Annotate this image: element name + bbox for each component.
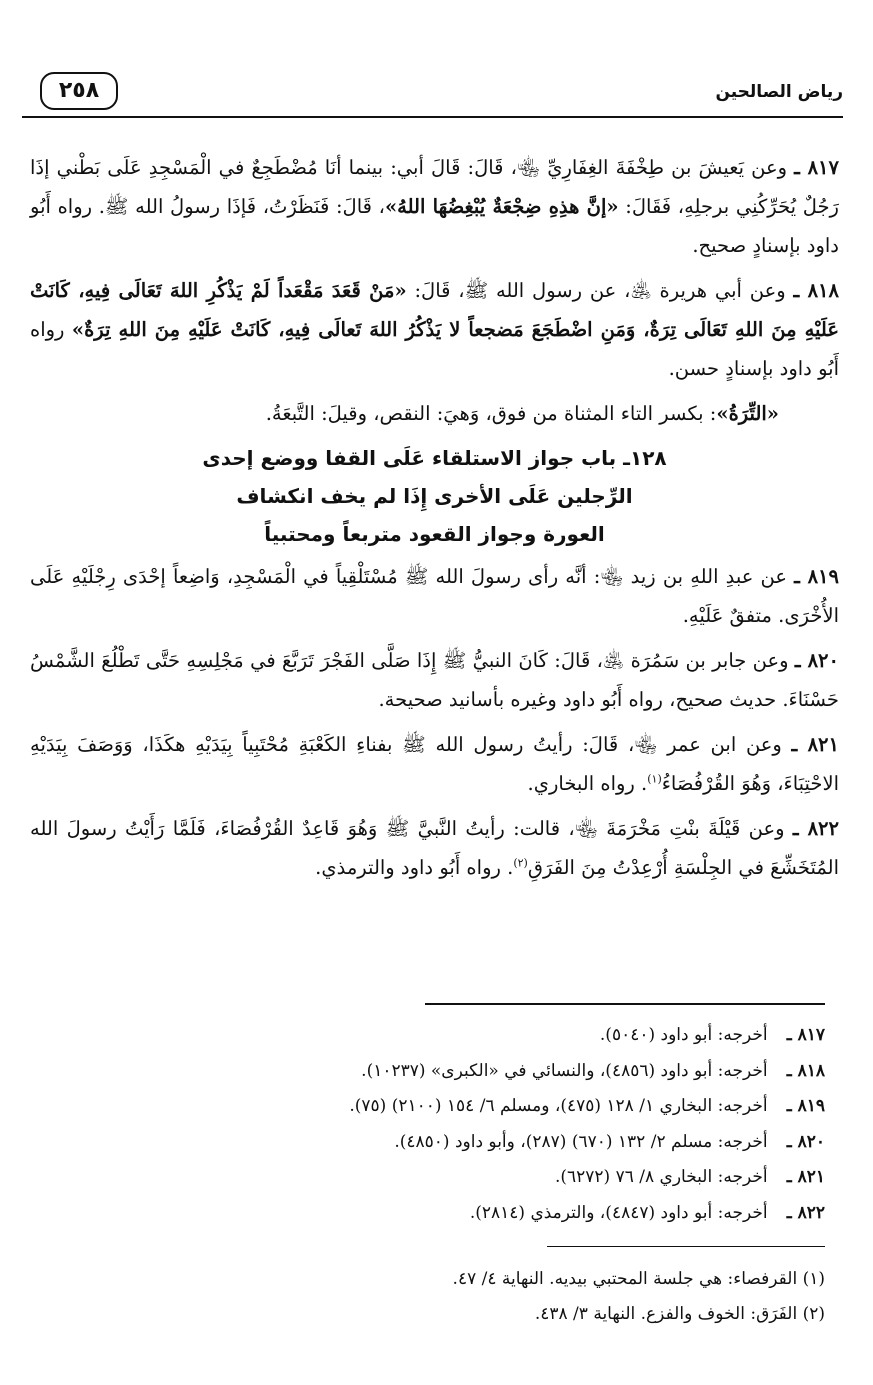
chapter-heading-line: الرِّجلين عَلَى الأخرى إِذَا لم يخف انكشاف bbox=[236, 484, 633, 508]
hadith-text: وعن أبي هريرة ﵁، عن رسول الله ﷺ، قَالَ: bbox=[406, 279, 794, 302]
takhrij-text: أخرجه: أبو داود (٤٨٤٧)، والترمذي (٢٨١٤). bbox=[469, 1202, 768, 1223]
gloss-text: : بكسر التاء المثناة من فوق، وَهيَ: النقص، وقيلَ: التَّبعَةُ. bbox=[265, 402, 717, 425]
takhrij-row bbox=[40, 1125, 825, 1161]
gloss-term: «التِّرَةُ» bbox=[716, 402, 779, 425]
hadith-text: وعن ابن عمر ﵄، قَالَ: رأيتُ رسول الله ﷺ بفناءِ الكَعْبَةِ مُحْتَبِياً بِيَدَيْهِ هكَذَا، وَوَصَفَ بِيَدَيْهِ الاحْتِبَاءَ، وَهُوَ القُرْفُصَاءُ bbox=[30, 733, 839, 795]
takhrij-text: أخرجه: أبو داود (٤٨٥٦)، والنسائي في «الكبرى» (١٠٢٣٧). bbox=[361, 1060, 768, 1081]
takhrij-text: أخرجه: البخاري ٨/ ٧٦ (٦٢٧٢). bbox=[554, 1167, 768, 1187]
hadith-text: . رواه البخاري. bbox=[527, 772, 648, 795]
footnote-ref: (٢) bbox=[513, 856, 528, 870]
hadith-number: ٨٢٠ ـ bbox=[794, 649, 839, 672]
hadith-number: ٨٢١ ـ bbox=[791, 733, 839, 756]
takhrij-footnotes bbox=[40, 1018, 825, 1231]
chapter-heading-line: العورة وجواز القعود متربعاً ومحتبياً bbox=[264, 522, 605, 546]
word-gloss bbox=[30, 394, 839, 433]
takhrij-row bbox=[40, 1089, 825, 1125]
takhrij-number: ٨١٩ ـ bbox=[786, 1096, 825, 1116]
hadith-820 bbox=[30, 641, 839, 719]
footnote-ref: (١) bbox=[647, 772, 662, 786]
takhrij-text: أخرجه: أبو داود (٥٠٤٠). bbox=[599, 1025, 768, 1045]
hadith-817 bbox=[30, 148, 839, 265]
hadith-number: ٨٢٢ ـ bbox=[792, 817, 839, 840]
takhrij-row bbox=[40, 1054, 825, 1090]
hadith-819 bbox=[30, 557, 839, 635]
takhrij-row bbox=[40, 1160, 825, 1196]
hadith-text: عن عبدِ اللهِ بن زيد ﵄: أنَّه رأى رسولَ الله ﷺ مُسْتَلْقِياً في الْمَسْجِدِ، وَاضِعاً إحْدَى رِجْلَيْهِ عَلَى الأُخْرَى. متفقٌ عَلَيْهِ. bbox=[30, 565, 839, 627]
hadith-text: . رواه أَبُو داود والترمذي. bbox=[315, 856, 514, 879]
hadith-number: ٨١٩ ـ bbox=[794, 565, 839, 588]
page-number: ٢٥٨ bbox=[40, 72, 118, 110]
takhrij-number: ٨٢١ ـ bbox=[786, 1167, 825, 1187]
hadith-text: وعن جابر بن سَمُرَة ﵁، قَالَ: كَانَ النبيُّ ﷺ إِذَا صَلَّى الفَجْرَ تَرَبَّعَ في مَجْلِسِهِ حَتَّى تَطْلُعَ الشَّمْسُ حَسْنَاءَ. حديث صحيح، رواه أَبُو داود وغيره بأسانيد صحيحة. bbox=[30, 649, 839, 711]
hadith-text: وعن قَيْلَةَ بنْتِ مَخْرَمَةَ ﵄، قالت: رأيتُ النَّبيَّ ﷺ وَهُوَ قَاعِدٌ القُرْفُصَاءَ، فَلَمَّا رَأَيْتُ رسولَ الله المُتَخَشِّعَ في الجِلْسَةِ أُرْعِدْتُ مِنَ الفَرَقِ bbox=[30, 817, 839, 879]
hadith-822 bbox=[30, 809, 839, 887]
hadith-number: ٨١٧ ـ bbox=[794, 156, 839, 179]
prophetic-quote: «مَنْ قَعَدَ مَقْعَداً لَمْ يَذْكُرِ اللهَ تَعَالَى فِيهِ، كَانَتْ عَلَيْهِ مِنَ اللهِ تَعَالَى تِرَةٌ، وَمَنِ اضْطَجَعَ مَضجعاً لا يَذْكُرُ اللهَ تَعالَى فِيهِ، كَانَتْ عَلَيْهِ مِنَ اللهِ تِرَةٌ» bbox=[30, 279, 839, 341]
takhrij-number: ٨١٧ ـ bbox=[786, 1025, 825, 1045]
takhrij-number: ٨٢٠ ـ bbox=[786, 1131, 825, 1152]
footnote-separator bbox=[425, 1003, 825, 1005]
footnote-text: القرفصاء: هي جلسة المحتبي بيديه. النهاية ٤/ ٤٧. bbox=[452, 1269, 803, 1289]
takhrij-text: أخرجه: البخاري ١/ ١٢٨ (٤٧٥)، ومسلم ٦/ ١٥٤ (٢١٠٠) (٧٥). bbox=[349, 1096, 768, 1116]
header-rule bbox=[22, 116, 843, 118]
takhrij-text: أخرجه: مسلم ٢/ ١٣٢ (٦٧٠) (٢٨٧)، وأبو داود (٤٨٥٠). bbox=[394, 1131, 768, 1152]
hadith-text: وعن يَعيشَ بن طِخْفَةَ الغِفَارِيِّ ﵄، قَالَ: قَالَ أبي: بينما أنَا مُضْطَجِعٌ في الْمَسْجِدِ عَلَى بَطْني إذَا رَجُلٌ يُحَرِّكُنِي برجلِهِ، فَقَالَ: bbox=[30, 156, 839, 218]
explanatory-footnotes bbox=[40, 1262, 825, 1332]
prophetic-quote: «إنَّ هذِهِ ضِجْعَةٌ يُبْغِضُهَا اللهُ» bbox=[384, 195, 619, 218]
hadith-818 bbox=[30, 271, 839, 388]
footnote-row bbox=[40, 1297, 825, 1332]
running-title: رياض الصالحين bbox=[715, 82, 843, 102]
footnote-mark: (٢) bbox=[802, 1304, 825, 1324]
hadith-number: ٨١٨ ـ bbox=[793, 279, 839, 302]
chapter-heading bbox=[30, 439, 839, 553]
takhrij-number: ٨٢٢ ـ bbox=[786, 1202, 825, 1223]
chapter-heading-line: ١٢٨ـ باب جواز الاستلقاء عَلَى القفا ووضع إحدى bbox=[202, 446, 667, 470]
page-header bbox=[22, 68, 843, 120]
takhrij-row bbox=[40, 1018, 825, 1054]
takhrij-number: ٨١٨ ـ bbox=[786, 1060, 825, 1081]
footnote-mark: (١) bbox=[802, 1269, 825, 1289]
hadith-text: رواه أَبُو داود بإسنادٍ حسن. bbox=[30, 318, 839, 380]
main-text bbox=[30, 148, 839, 893]
footnote-text: الفَرَق: الخوف والفزع. النهاية ٣/ ٤٣٨. bbox=[534, 1304, 803, 1324]
hadith-821 bbox=[30, 725, 839, 803]
notes-separator bbox=[547, 1246, 825, 1247]
takhrij-row bbox=[40, 1196, 825, 1232]
hadith-text: ، قَالَ: فَنَظَرْتُ، فَإذَا رسولُ الله ﷺ. رواه أَبُو داود بإسنادٍ صحيح. bbox=[30, 195, 839, 257]
footnote-row bbox=[40, 1262, 825, 1297]
